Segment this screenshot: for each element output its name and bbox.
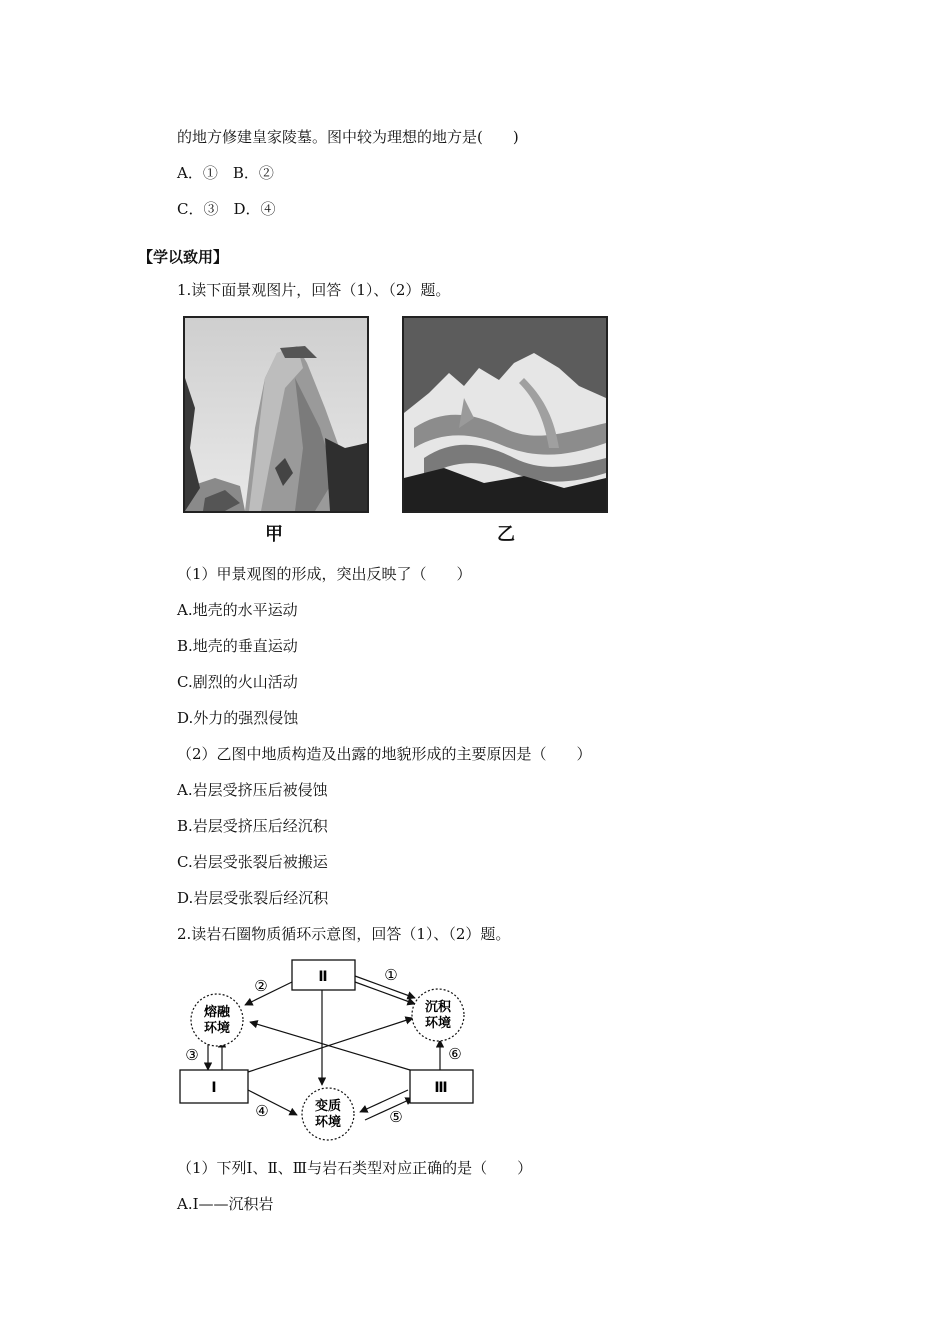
- melt-label-2: 环境: [203, 1021, 231, 1036]
- arrow-2-II-to-melt: [245, 982, 292, 1005]
- melt-environment-circle: [191, 994, 243, 1046]
- box-III-label: Ⅲ: [434, 1080, 448, 1096]
- q1-sub2-option-b: B.岩层受挤压后经沉积: [177, 817, 328, 835]
- option-row-ab: A．① B．②: [177, 164, 274, 182]
- q1-sub1-stem: （1）甲景观图的形成，突出反映了（ ）: [177, 565, 472, 583]
- q1-sub1-option-c: C.剧烈的火山活动: [177, 673, 298, 691]
- num-3: ③: [185, 1046, 199, 1064]
- num-1: ①: [384, 966, 398, 984]
- rock-cycle-diagram: [170, 950, 490, 1145]
- metamorphic-environment-circle: [302, 1088, 354, 1140]
- sediment-environment-circle: [412, 989, 464, 1041]
- sed-label-1: 沉积: [424, 1000, 452, 1015]
- num-2: ②: [254, 977, 268, 995]
- landscape-photo-yi: [402, 316, 608, 513]
- q1-sub1-option-b: B.地壳的垂直运动: [177, 637, 298, 655]
- num-4: ④: [255, 1102, 269, 1120]
- q2-sub1-stem: （1）下列Ⅰ、Ⅱ、Ⅲ与岩石类型对应正确的是（ ）: [177, 1159, 533, 1177]
- meta-label-2: 环境: [314, 1115, 342, 1130]
- option-row-cd: C．③ D．④: [177, 200, 276, 218]
- q1-sub2-stem: （2）乙图中地质构造及出露的地貌形成的主要原因是（ ）: [177, 745, 592, 763]
- photo-label-jia: 甲: [265, 524, 283, 545]
- q1-sub2-option-a: A.岩层受挤压后被侵蚀: [177, 781, 328, 799]
- question-text-line: 的地方修建皇家陵墓。图中较为理想的地方是( ): [177, 128, 519, 146]
- arrow-III-to-melt: [250, 1022, 410, 1070]
- num-6: ⑥: [448, 1045, 462, 1063]
- photo-label-yi: 乙: [497, 524, 515, 545]
- box-I-label: Ⅰ: [211, 1080, 217, 1096]
- num-5: ⑤: [389, 1108, 403, 1126]
- q2-stem: 2.读岩石圈物质循环示意图，回答（1）、（2）题。: [177, 925, 511, 943]
- q1-sub1-option-d: D.外力的强烈侵蚀: [177, 709, 299, 727]
- sed-label-2: 环境: [424, 1016, 452, 1031]
- melt-label-1: 熔融: [203, 1005, 231, 1020]
- section-title: 【学以致用】: [138, 248, 229, 266]
- q1-sub1-option-a: A.地壳的水平运动: [177, 601, 298, 619]
- box-II-label: Ⅱ: [318, 969, 328, 985]
- landscape-photo-jia: [183, 316, 369, 513]
- arrow-1-II-to-sed-b: [355, 982, 415, 1004]
- meta-label-1: 变质: [314, 1099, 342, 1114]
- q2-sub1-option-a: A.Ⅰ——沉积岩: [177, 1195, 274, 1213]
- q1-sub2-option-d: D.岩层受张裂后经沉积: [177, 889, 329, 907]
- q1-sub2-option-c: C.岩层受张裂后被搬运: [177, 853, 328, 871]
- q1-stem: 1.读下面景观图片，回答（1）、（2）题。: [177, 281, 451, 299]
